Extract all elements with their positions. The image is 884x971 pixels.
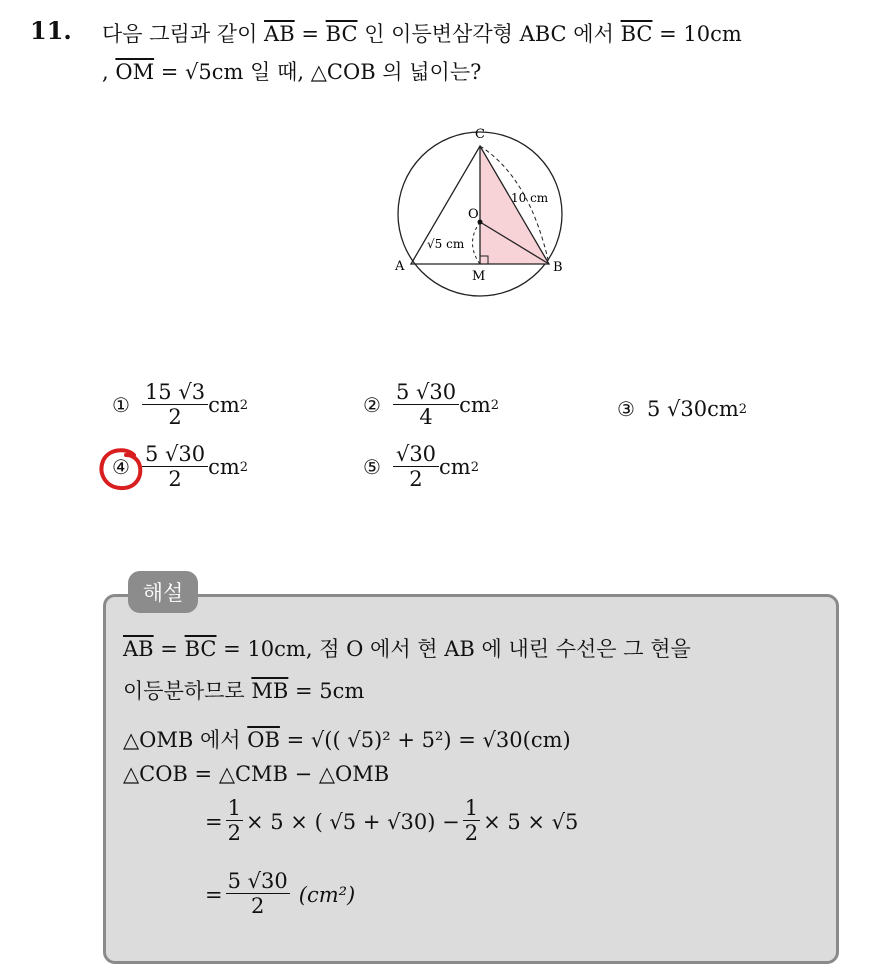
label-b: B xyxy=(553,260,563,275)
solution-line-3 xyxy=(123,724,571,754)
option-5[interactable] xyxy=(363,442,479,492)
om-value: = √5cm xyxy=(160,60,244,84)
segment-bc: $\overline{BC}$ xyxy=(325,22,358,46)
sol-l5-equals: = xyxy=(205,809,223,834)
sol-l5-frac1 xyxy=(226,797,243,846)
option-4-denominator: 2 xyxy=(168,467,182,492)
option-5-unit: cm xyxy=(439,455,471,480)
label-o: O xyxy=(468,207,479,222)
sol-l6-equals: = xyxy=(205,882,223,907)
option-3-number: ③ xyxy=(617,397,635,421)
option-4-number: ④ xyxy=(112,455,130,480)
option-2[interactable] xyxy=(363,380,499,430)
option-5-exp: 2 xyxy=(470,459,480,475)
option-4-numerator: 5 √30 xyxy=(142,442,208,467)
question-number: 11. xyxy=(30,16,72,45)
sol-line-1-rest: = 10cm, 점 O 에서 현 AB 에 내린 수선은 그 현을 xyxy=(223,637,691,661)
circle-triangle-figure xyxy=(380,118,580,318)
sol-l5-end: × 5 × √5 xyxy=(483,809,579,834)
solution-tag: 해설 xyxy=(128,571,198,613)
option-2-number: ② xyxy=(363,393,381,418)
sol-segment-bc: $\overline{BC}$ xyxy=(184,637,217,661)
solution-line-1 xyxy=(123,633,691,663)
option-2-unit: cm xyxy=(459,393,491,418)
sol-segment-ob: $\overline{OB}$ xyxy=(247,728,280,752)
sol-l5-frac1-den: 2 xyxy=(227,821,241,846)
segment-ab: $\overline{AB}$ xyxy=(264,22,295,46)
option-5-fraction xyxy=(393,442,439,492)
selected-answer-mark xyxy=(98,447,148,495)
sol-l5-frac2-den: 2 xyxy=(464,821,479,846)
option-3-exp: 2 xyxy=(738,401,748,417)
option-5-numerator: √30 xyxy=(393,442,439,467)
sol-line-2-text: 이등분하므로 xyxy=(123,679,245,703)
sol-l6-frac xyxy=(226,870,290,919)
label-m: M xyxy=(472,269,486,284)
label-a: A xyxy=(395,259,405,274)
comma: , xyxy=(102,60,109,84)
question-mid: 인 이등변삼각형 ABC 에서 xyxy=(364,22,614,46)
option-1[interactable] xyxy=(112,380,248,430)
solution-line-5 xyxy=(205,797,578,846)
option-4-exp: 2 xyxy=(239,459,249,475)
option-2-numerator: 5 √30 xyxy=(393,380,459,405)
question-prefix: 다음 그림과 같이 xyxy=(102,22,258,46)
arc-sqrt5 xyxy=(473,222,481,264)
option-3-value: 5 √30cm xyxy=(646,397,739,421)
option-4-unit: cm xyxy=(208,455,240,480)
solution-line-4: △COB = △CMB − △OMB xyxy=(123,762,390,786)
option-2-fraction xyxy=(393,380,459,430)
option-1-number: ① xyxy=(112,393,130,418)
sol-line-3-rest: = √(( √5)² + 5²) = √30(cm) xyxy=(286,728,571,752)
bc-value: = 10cm xyxy=(659,22,742,46)
solution-line-2 xyxy=(123,675,364,705)
option-1-denominator: 2 xyxy=(168,405,182,430)
sol-l6-num: 5 √30 xyxy=(227,869,288,893)
segment-om: $\overline{OM}$ xyxy=(115,60,155,84)
sol-equals: = xyxy=(160,637,178,661)
option-2-exp: 2 xyxy=(490,397,500,413)
label-c: C xyxy=(475,127,485,142)
sol-l5-mid: × 5 × ( √5 + √30) − xyxy=(245,809,460,834)
sol-line-3-prefix: △OMB 에서 xyxy=(123,728,241,752)
label-sqrt5cm: √5 cm xyxy=(427,237,465,251)
option-3[interactable] xyxy=(617,397,747,421)
option-4-fraction xyxy=(142,442,208,492)
question-line-1 xyxy=(102,18,742,48)
option-1-numerator: 15 √3 xyxy=(142,380,208,405)
option-5-denominator: 2 xyxy=(409,467,423,492)
solution-line-6 xyxy=(205,870,355,919)
sol-l6-den: 2 xyxy=(250,894,265,919)
sol-l5-frac2 xyxy=(463,797,480,846)
sol-l5-frac2-num: 1 xyxy=(464,796,479,820)
sol-mb-value: = 5cm xyxy=(295,679,365,703)
sol-segment-mb: $\overline{MB}$ xyxy=(251,679,289,703)
option-1-exp: 2 xyxy=(239,397,249,413)
sol-l5-frac1-num: 1 xyxy=(227,796,241,820)
sol-l6-unit: (cm²) xyxy=(298,882,356,907)
segment-bc-2: $\overline{BC}$ xyxy=(620,22,653,46)
option-1-unit: cm xyxy=(208,393,240,418)
option-1-fraction xyxy=(142,380,208,430)
question-suffix: 일 때, △COB 의 넓이는? xyxy=(250,60,482,84)
option-2-denominator: 4 xyxy=(419,405,433,430)
option-5-number: ⑤ xyxy=(363,455,381,480)
question-line-2 xyxy=(102,56,481,86)
sol-segment-ab: $\overline{AB}$ xyxy=(123,637,154,661)
label-10cm: 10 cm xyxy=(511,191,549,205)
equals-sign: = xyxy=(301,22,319,46)
